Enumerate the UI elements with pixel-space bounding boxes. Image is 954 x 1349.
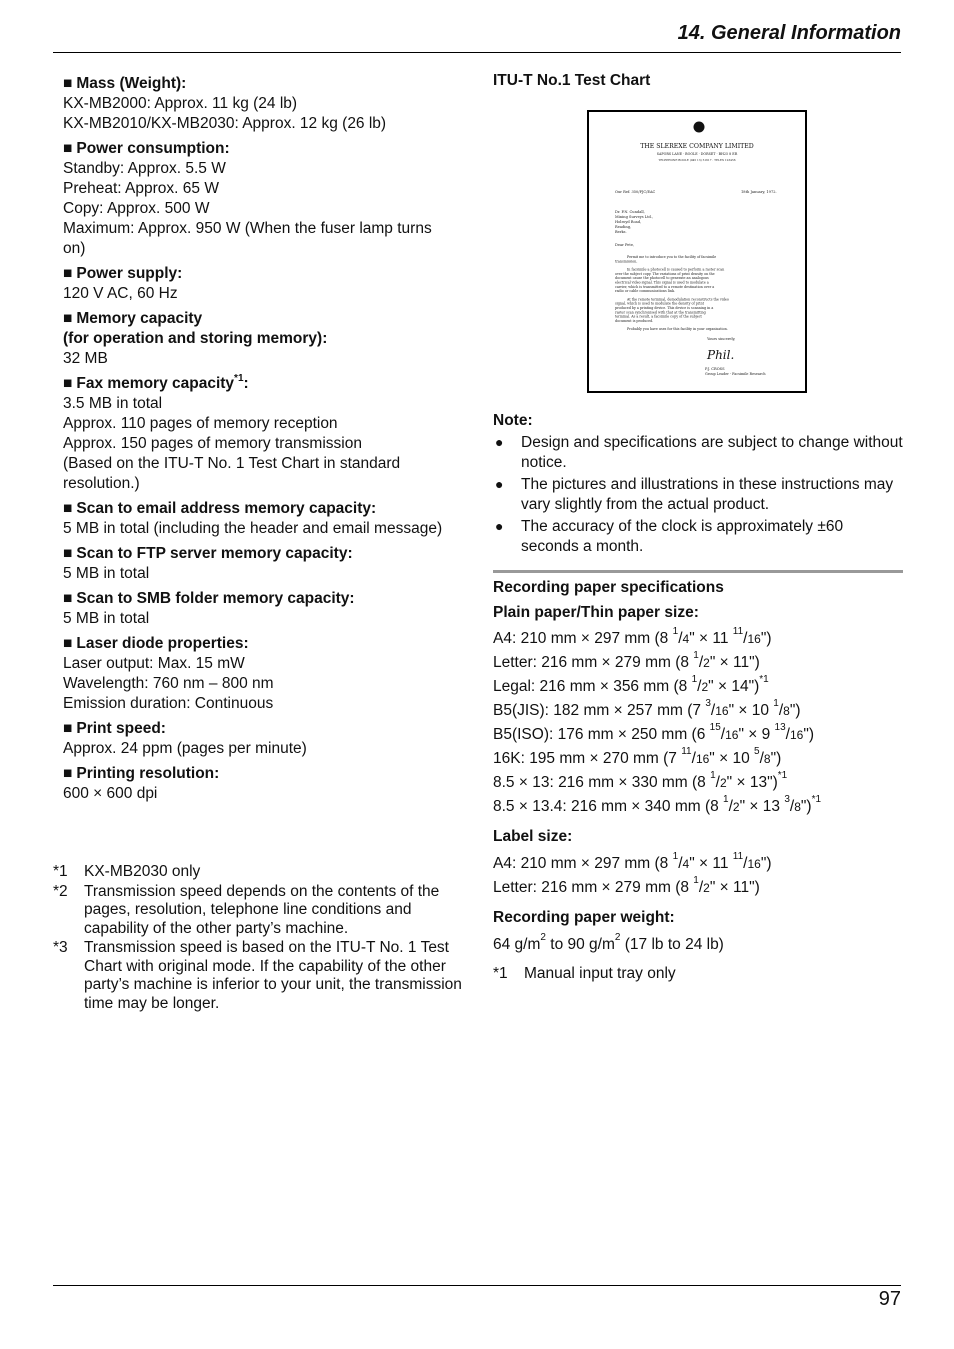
chart-closing: Yours sincerely, <box>707 337 736 341</box>
spec-value: Approx. 150 pages of memory transmission <box>63 435 362 452</box>
spec-heading: ■ Mass (Weight): <box>63 75 187 92</box>
bullet-icon: ● <box>495 476 504 492</box>
paper-size-line: 8.5 × 13.4: 216 mm × 340 mm (8 $^1$/2" × 13 $^3$/8")$^{*1}$ <box>493 794 822 815</box>
chart-address: SAPORS LANE · BOOLE · DORSET · BH25 8 ER <box>656 152 738 156</box>
square-bullet-icon: ■ <box>63 75 73 92</box>
paper-size-line: Legal: 216 mm × 356 mm (8 $^1$/2" × 14")$^{*1}$ <box>493 674 769 695</box>
right-lower-column <box>493 411 903 985</box>
paper-weight-value: 64 $g/m^2$ to 90 $g/m^2$ (17 lb to 24 lb) <box>493 932 724 953</box>
spec-value: 5 MB in total <box>63 565 150 582</box>
paper-size-line: A4: 210 mm × 297 mm (8 $^1$/4" × 11 $^{11}$/16") <box>493 626 772 647</box>
section-divider <box>493 570 903 573</box>
chart-body-line: raster scan synchronised with that at the transmitting <box>615 310 706 315</box>
paper-size-line: 16K: 195 mm × 270 mm (7 $^{11}$/16" × 10 $^5$/8") <box>493 746 782 767</box>
spec-heading: ■ Laser diode properties: <box>63 635 249 652</box>
chart-body-line: At the remote terminal, demodulation reconstructs the video <box>627 297 729 302</box>
spec-value: Copy: Approx. 500 W <box>63 200 210 217</box>
footnote <box>53 863 463 882</box>
square-bullet-icon: ■ <box>63 140 73 157</box>
chart-ref: Our Ref. 350/PJC/EAC <box>615 190 656 194</box>
chart-recipient-line: Reading, <box>615 225 632 229</box>
spec-heading: ■ Scan to FTP server memory capacity: <box>63 545 353 562</box>
spec-value: 32 MB <box>63 350 108 367</box>
chart-body-line: terminal. As a result, a facsimile copy of the subject <box>615 314 702 319</box>
footnote-mark: *3 <box>53 939 68 956</box>
chart-body-line: Probably you have uses for this facility in your organisation. <box>627 327 728 332</box>
left-spec-column <box>63 74 458 809</box>
spec-block <box>63 764 458 804</box>
square-bullet-icon: ■ <box>63 590 73 607</box>
chart-body-line: radio or cable communications link. <box>615 289 676 294</box>
note-list <box>493 433 903 556</box>
label-sizes <box>493 852 903 900</box>
chart-body-line: In facsimile a photocell is caused to perform a raster scan <box>627 267 725 272</box>
square-bullet-icon: ■ <box>63 375 73 392</box>
chart-company: THE SLEREXE COMPANY LIMITED <box>640 143 754 150</box>
spec-value: Wavelength: 760 nm – 800 nm <box>63 675 274 692</box>
square-bullet-icon: ■ <box>63 635 73 652</box>
spec-heading-line2: (for operation and storing memory): <box>63 330 328 347</box>
spec-block <box>63 264 458 304</box>
spec-value: Maximum: Approx. 950 W (When the fuser lamp turns on) <box>63 220 432 257</box>
spec-block <box>63 589 458 629</box>
spec-value: Preheat: Approx. 65 W <box>63 180 219 197</box>
footnote <box>53 883 463 939</box>
page-number: 97 <box>878 1288 901 1310</box>
plain-paper-heading: Plain paper/Thin paper size: <box>493 604 699 621</box>
square-bullet-icon: ■ <box>63 310 73 327</box>
note-item: ● The accuracy of the clock is approximately ±60 seconds a month. <box>495 518 844 555</box>
paper-size-line: A4: 210 mm × 297 mm (8 $^1$/4" × 11 $^{11}$/16") <box>493 851 772 872</box>
chart-recipient-line: Dr. P.N. Cundall, <box>615 210 645 214</box>
chart-recipient-line: Berks. <box>615 230 627 234</box>
note-item: ● Design and specifications are subject to change without notice. <box>495 434 903 471</box>
paper-weight-heading: Recording paper weight: <box>493 909 675 926</box>
recording-footnote: *1 Manual input tray only <box>493 965 676 982</box>
itu-test-chart-image <box>587 110 807 393</box>
bullet-icon: ● <box>495 434 504 450</box>
spec-value: 120 V AC, 60 Hz <box>63 285 178 302</box>
spec-block <box>63 74 458 134</box>
paper-size-line: Letter: 216 mm × 279 mm (8 $^1$/2" × 11") <box>493 650 760 671</box>
plain-paper-sizes <box>493 627 903 819</box>
recording-heading: Recording paper specifications <box>493 579 724 596</box>
chart-signer: P.J. CROSS <box>705 367 725 371</box>
footnote-mark: *1 <box>53 863 68 880</box>
paper-size-line: B5(JIS): 182 mm × 257 mm (7 $^3$/16" × 10 $^1$/8") <box>493 698 801 719</box>
spec-value: Approx. 110 pages of memory reception <box>63 415 338 432</box>
label-size-heading: Label size: <box>493 828 573 845</box>
chart-signature: Phil. <box>707 348 735 362</box>
spec-block <box>63 309 458 369</box>
chart-body-line: document is produced. <box>615 318 654 323</box>
footnotes <box>53 863 463 1014</box>
spec-heading: ■ Printing resolution: <box>63 765 220 782</box>
footnote-text: Transmission speed depends on the contents of the pages, resolution, telephone line conditions and capability of the other party’s machine. <box>84 882 440 937</box>
spec-block <box>63 374 458 494</box>
spec-block <box>63 544 458 584</box>
chart-phone: TELEPHONE BOOLE (945 13) 51617 · TELEX 123456 <box>658 158 736 162</box>
spec-heading: ■ Scan to SMB folder memory capacity: <box>63 590 355 607</box>
spec-heading: ■ Power supply: <box>63 265 183 282</box>
chart-body-line: carrier, which is transmitted to a remote destination over a <box>615 284 715 289</box>
chart-signer-title: Group Leader - Facsimile Research <box>705 372 766 376</box>
spec-value: Laser output: Max. 15 mW <box>63 655 245 672</box>
footer-divider <box>53 1285 901 1286</box>
chart-body-line: electrical video signal. This signal is used to modulate a <box>615 280 709 285</box>
spec-value: 5 MB in total (including the header and email message) <box>63 520 443 537</box>
bullet-icon: ● <box>495 518 504 534</box>
chart-salutation: Dear Pete, <box>615 243 635 247</box>
spec-value: Standby: Approx. 5.5 W <box>63 160 226 177</box>
section-title: 14. General Information <box>677 22 901 44</box>
footnote <box>53 939 463 1013</box>
spec-value: 5 MB in total <box>63 610 150 627</box>
chart-recipient-line: Holroyd Road, <box>615 220 642 224</box>
spec-block <box>63 499 458 539</box>
footnote-text: Transmission speed is based on the ITU-T No. 1 Test Chart with original mode. If the capability of the other party’s machine is inferior to your unit, the transmission time may be longer. <box>84 939 462 1012</box>
square-bullet-icon: ■ <box>63 545 73 562</box>
footnote-text: KX-MB2030 only <box>84 863 201 880</box>
chart-date: 18th January, 1972. <box>741 190 777 194</box>
spec-value: Emission duration: Continuous <box>63 695 274 712</box>
chart-body-line: signal, which is used to modulate the density of print <box>615 301 704 306</box>
square-bullet-icon: ■ <box>63 265 73 282</box>
paper-size-line: B5(ISO): 176 mm × 250 mm (6 $^{15}$/16" × 9 $^{13}$/16") <box>493 722 814 743</box>
chart-logo-icon <box>694 122 705 133</box>
spec-value: (Based on the ITU-T No. 1 Test Chart in standard resolution.) <box>63 455 401 492</box>
spec-block <box>63 634 458 714</box>
paper-size-line: 8.5 × 13: 216 mm × 330 mm (8 $^1$/2" × 13")$^{*1}$ <box>493 770 788 791</box>
square-bullet-icon: ■ <box>63 765 73 782</box>
spec-value: KX-MB2010/KX-MB2030: Approx. 12 kg (26 lb) <box>63 115 387 132</box>
square-bullet-icon: ■ <box>63 720 73 737</box>
note-item: ● The pictures and illustrations in these instructions may vary slightly from the actual product. <box>495 476 894 513</box>
spec-block <box>63 719 458 759</box>
spec-heading: ■ Power consumption: <box>63 140 230 157</box>
spec-value: KX-MB2000: Approx. 11 kg (24 lb) <box>63 95 298 112</box>
chart-body-line: produced by a printing device. This device is scanning in a <box>615 306 714 310</box>
spec-heading: ■ Scan to email address memory capacity: <box>63 500 377 517</box>
chart-body-line: transmission. <box>615 259 638 264</box>
header-divider <box>53 52 901 53</box>
spec-value: 3.5 MB in total <box>63 395 163 412</box>
spec-value: 600 × 600 dpi <box>63 785 158 802</box>
square-bullet-icon: ■ <box>63 500 73 517</box>
spec-block <box>63 139 458 259</box>
chart-body-line: Permit me to introduce you to the facility of facsimile <box>627 255 717 259</box>
chart-recipient-line: Mining Surveys Ltd., <box>615 215 654 219</box>
spec-heading: ■ Memory capacity <box>63 310 203 327</box>
spec-heading: ■ Fax memory capacity$^{*1}$: <box>63 373 249 392</box>
note-heading: Note: <box>493 412 533 429</box>
test-chart-heading: ITU-T No.1 Test Chart <box>493 72 651 89</box>
footnote-mark: *2 <box>53 882 68 900</box>
chart-body-line: over the subject copy. The variations of print density on the <box>615 271 715 276</box>
paper-size-line: Letter: 216 mm × 279 mm (8 $^1$/2" × 11") <box>493 875 760 896</box>
spec-heading: ■ Print speed: <box>63 720 166 737</box>
chart-body <box>615 255 729 331</box>
right-column <box>493 71 903 91</box>
chart-recipient <box>615 210 653 234</box>
spec-value: Approx. 24 ppm (pages per minute) <box>63 740 307 757</box>
chart-body-line: document cause the photocell to generate an analogous <box>615 276 709 281</box>
